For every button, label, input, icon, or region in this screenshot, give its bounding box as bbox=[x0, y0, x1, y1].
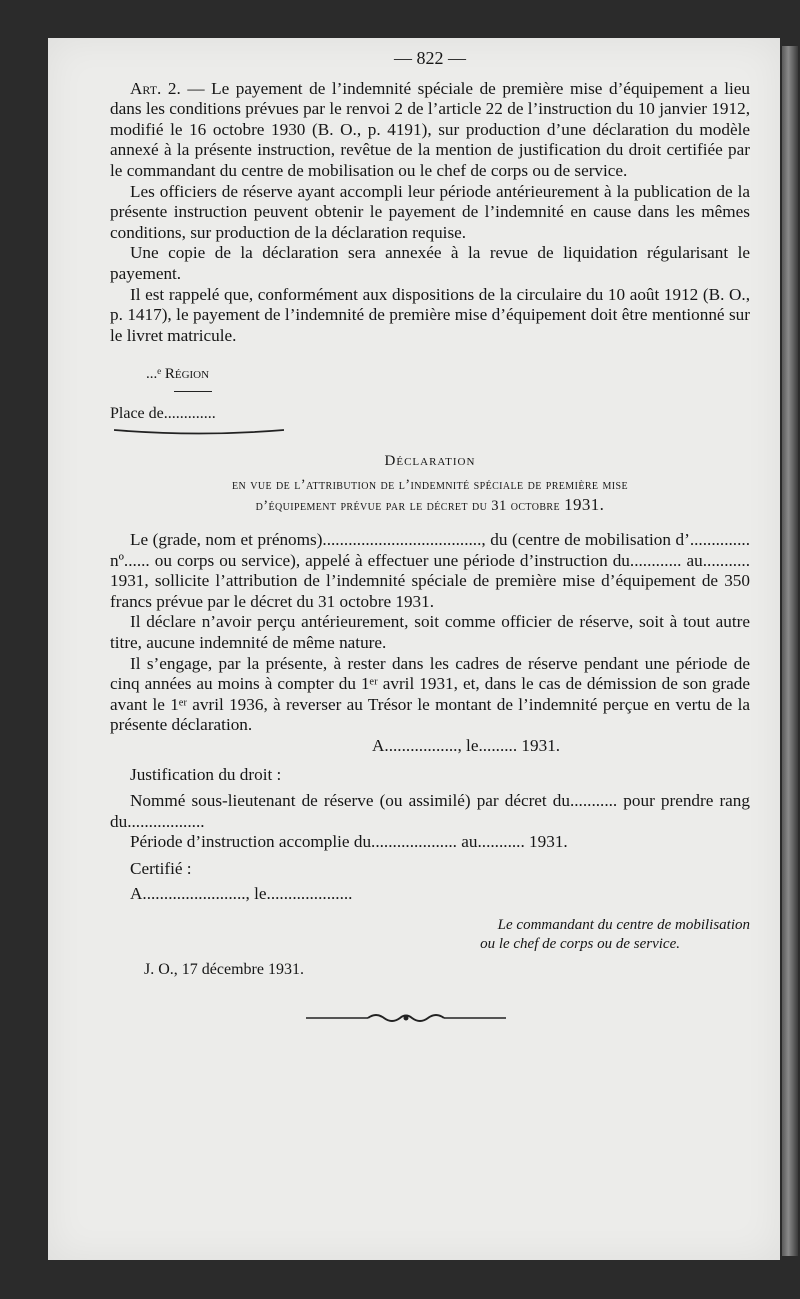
place-line: Place de............. bbox=[110, 404, 216, 422]
declaration-subtitle-year: 1931. bbox=[564, 495, 605, 515]
declaration-subtitle-line-2: d’équipement prévue par le décret du 31 octobre bbox=[255, 498, 561, 515]
article-2-paragraph bbox=[110, 79, 750, 182]
signature-line-1: Le commandant du centre de mobilisation bbox=[497, 917, 750, 934]
declaration-subtitle-line-1: en vue de l’attribution de l’indemnité spéciale de première mise bbox=[232, 477, 628, 494]
article-text: — Le payement de l’indemnité spéciale de première mise d’équipement a lieu dans les conditions prévues par le renvoi 2 de l’article 22 de l’instruction du 10 janvier 1912, modifié le 16 octobre 1930 (B. O., p. 4191), sur production d’une déclaration du modèle annexé à la présente instruction, revêtue de la mention de justification du droit certifiée par le commandant du centre de mobilisation ou le chef de corps ou de service. bbox=[110, 78, 750, 180]
region-rule bbox=[174, 391, 212, 392]
paragraph-reminder: Il est rappelé que, conformément aux dispositions de la circulaire du 10 août 1912 (B. O., p. 1417), le payement de l’indemnité de première mise d’équipement doit être mentionné sur le livret matricule. bbox=[110, 284, 750, 345]
document-body bbox=[110, 48, 750, 1025]
declaration-body-request: Le (grade, nom et prénoms)....................................., du (centre de mobilisation d’.............. nº...... ou corps ou service), appelé à effectuer une période d’instruction du............ au........... 1931, sollicite l’attribution de l’indemnité spéciale de première mise d’équipement de 350 francs prévue par le décret du 31 octobre 1931. bbox=[110, 530, 750, 611]
article-label: Art. 2. bbox=[130, 78, 181, 98]
declaration-date-line: A................., le......... 1931. bbox=[372, 736, 561, 756]
certified-place-date: A........................, le.................... bbox=[130, 883, 353, 903]
journal-officiel-reference: J. O., 17 décembre 1931. bbox=[144, 961, 304, 979]
signature-block bbox=[110, 916, 750, 954]
region-label: ...ᵉ Région bbox=[146, 366, 210, 383]
justification-period: Période d’instruction accomplie du.................... au........... 1931. bbox=[130, 832, 568, 852]
paragraph-copy: Une copie de la déclaration sera annexée à la revue de liquidation régularisant le payement. bbox=[110, 243, 750, 283]
page-edge bbox=[782, 46, 798, 1256]
paragraph-reserve-officers: Les officiers de réserve ayant accompli leur période antérieurement à la publication de la présente instruction peuvent obtenir le payement de l’indemnité en cause dans les mêmes conditions, sur production de la déclaration requise. bbox=[110, 181, 750, 242]
justification-heading: Justification du droit : bbox=[130, 764, 282, 784]
declaration-subtitle bbox=[110, 475, 750, 516]
declaration-title: Déclaration bbox=[384, 452, 476, 469]
ornament-rule-icon bbox=[114, 427, 284, 437]
certified-label: Certifié : bbox=[130, 859, 192, 878]
page-number: — 822 — bbox=[394, 48, 466, 68]
declaration-body-statement: Il déclare n’avoir perçu antérieurement, soit comme officier de réserve, soit à tout autre titre, aucune indemnité de même nature. bbox=[110, 612, 750, 653]
end-ornament-icon bbox=[306, 1011, 506, 1025]
justification-appointment: Nommé sous-lieutenant de réserve (ou assimilé) par décret du........... pour prendre rang du.................. bbox=[110, 791, 750, 831]
declaration-body-commitment: Il s’engage, par la présente, à rester dans les cadres de réserve pendant une période de cinq années au moins à compter du 1ᵉʳ avril 1931, et, dans le cas de démission de son grade avant le 1ᵉʳ avril 1936, à reverser au Trésor le montant de l’indemnité perçue en vertu de la présente déclaration. bbox=[110, 653, 750, 735]
signature-line-2: ou le chef de corps ou de service. bbox=[480, 936, 680, 953]
